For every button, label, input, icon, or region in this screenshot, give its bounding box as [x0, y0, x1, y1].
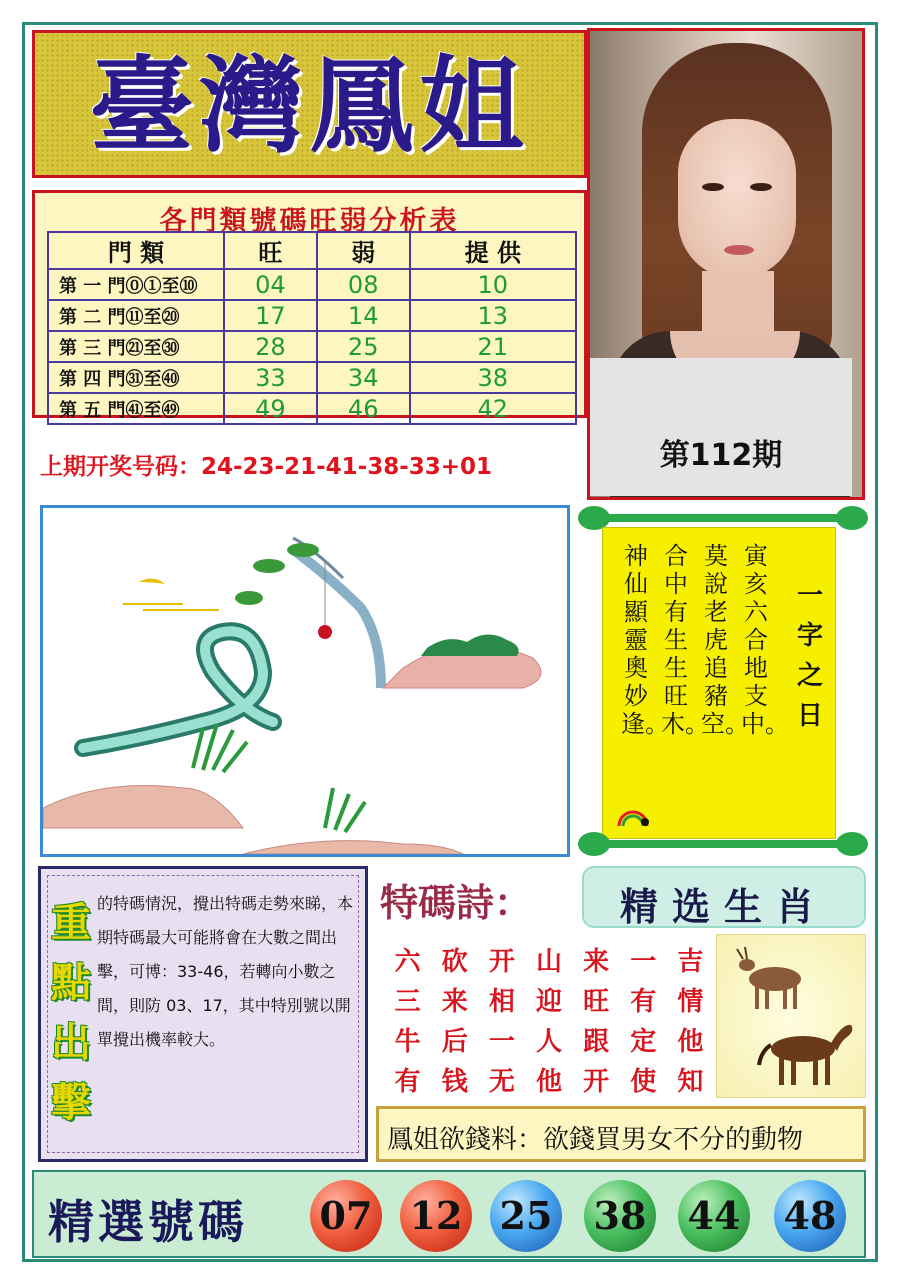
row-wang: 28 [224, 331, 317, 362]
poem-line-3: 合中有生生旺木。 [661, 542, 709, 738]
row-category: 第 四 門㉛至㊵ [48, 362, 224, 393]
row-wang: 33 [224, 362, 317, 393]
poem-char: 来 [441, 987, 468, 1017]
row-ruo: 14 [317, 300, 410, 331]
poem-char: 人 [535, 1027, 562, 1057]
analysis-table-panel [32, 190, 587, 423]
number-ball: 07 [310, 1180, 382, 1252]
scroll-rod-bottom [578, 831, 868, 857]
number-ball: 48 [774, 1180, 846, 1252]
last-draw-text: 上期开奖号码：24-23-21-41-38-33+01 [40, 454, 493, 480]
key-strike-panel [38, 866, 368, 1162]
row-ruo: 25 [317, 331, 410, 362]
table-header-row [48, 232, 576, 269]
header-tigong: 提 供 [410, 232, 576, 269]
poem-char: 有 [394, 1067, 421, 1097]
poem-char: 跟 [583, 1027, 610, 1057]
row-tigong: 21 [410, 331, 576, 362]
poem-line-1: 寅亥六合地支中。 [741, 542, 789, 738]
row-wang: 17 [224, 300, 317, 331]
row-tigong: 42 [410, 393, 576, 424]
snake-scene-image [43, 508, 567, 854]
header-ruo: 弱 [317, 232, 410, 269]
poem-heading: 一字之日 [796, 581, 823, 731]
money-clue-panel [376, 1106, 866, 1162]
row-tigong: 38 [410, 362, 576, 393]
poem-char: 使 [630, 1067, 657, 1097]
header-wang: 旺 [224, 232, 317, 269]
money-clue-text: 鳳姐欲錢料：欲錢買男女不分的動物 [387, 1125, 804, 1155]
poem-char: 三 [394, 987, 421, 1017]
issue-number: 第112期 [659, 438, 783, 473]
row-ruo: 34 [317, 362, 410, 393]
poem-char: 无 [488, 1067, 515, 1097]
poem-char: 情 [677, 987, 704, 1017]
table-row [48, 393, 576, 424]
horse-icon [759, 1025, 852, 1085]
zodiac-badge-text: 精选生肖 [619, 884, 828, 929]
poem-char: 定 [630, 1027, 657, 1057]
number-ball: 12 [400, 1180, 472, 1252]
row-tigong: 13 [410, 300, 576, 331]
poem-row [384, 1062, 714, 1102]
poem-char: 开 [583, 1067, 610, 1097]
poem-row [384, 1022, 714, 1062]
issue-panel [590, 358, 852, 496]
table-row [48, 300, 576, 331]
number-ball: 44 [678, 1180, 750, 1252]
poem-char: 一 [630, 947, 657, 977]
row-wang: 49 [224, 393, 317, 424]
poem-row [384, 942, 714, 982]
poem-line-2: 莫說老虎追豬空。 [701, 542, 749, 738]
poem-char: 他 [677, 1027, 704, 1057]
analysis-title: 各門類號碼旺弱分析表 [159, 206, 460, 237]
poem-char: 砍 [441, 947, 468, 977]
poem-char: 他 [535, 1067, 562, 1097]
poem-char: 有 [630, 987, 657, 1017]
header-category: 門 類 [48, 232, 224, 269]
selected-numbers-label: 精選號碼 [48, 1195, 248, 1249]
title-banner [32, 30, 587, 178]
poem-line-4: 神仙顯靈奧妙逢。 [621, 542, 669, 738]
row-tigong: 10 [410, 269, 576, 300]
poem-char: 迎 [535, 987, 562, 1017]
poem-char: 相 [488, 987, 515, 1017]
goat-and-horse-image [717, 935, 867, 1099]
poem-char: 牛 [394, 1027, 421, 1057]
last-draw-line [32, 428, 582, 498]
row-wang: 04 [224, 269, 317, 300]
snake-illustration [40, 505, 570, 857]
poem-char: 来 [583, 947, 610, 977]
row-ruo: 46 [317, 393, 410, 424]
row-category: 第 一 門⓪①至⑩ [48, 269, 224, 300]
special-poem-grid [384, 942, 714, 1102]
page-title: 臺灣鳳姐 [89, 44, 530, 167]
poem-char: 一 [488, 1027, 515, 1057]
zodiac-badge [582, 866, 866, 928]
row-category: 第 二 門⑪至⑳ [48, 300, 224, 331]
poem-char: 吉 [677, 947, 704, 977]
poem-char: 钱 [441, 1067, 468, 1097]
table-row [48, 269, 576, 300]
poem-row [384, 982, 714, 1022]
goat-icon [737, 947, 801, 1009]
row-category: 第 五 門㊶至㊾ [48, 393, 224, 424]
poem-char: 后 [441, 1027, 468, 1057]
poem-char: 开 [488, 947, 515, 977]
poem-char: 知 [677, 1067, 704, 1097]
row-category: 第 三 門㉑至㉚ [48, 331, 224, 362]
row-ruo: 08 [317, 269, 410, 300]
analysis-table [47, 231, 577, 425]
poem-char: 旺 [583, 987, 610, 1017]
poem-char: 六 [394, 947, 421, 977]
table-row [48, 362, 576, 393]
rainbow-logo-icon [615, 800, 653, 830]
key-strike-heading: 重點出擊 [51, 899, 91, 1126]
scroll-paper [602, 527, 836, 839]
key-strike-text: 的特碼情況，攪出特碼走勢來睇，本期特碼最大可能將會在大數之間出擊，可博：33-46，若轉向小數之間，則防 03、17，其中特別號以開單攪出機率較大。 [97, 894, 354, 1049]
animal-illustration [716, 934, 866, 1098]
poem-scroll [578, 505, 868, 860]
poem-char: 山 [535, 947, 562, 977]
special-poem-title: 特碼詩： [380, 880, 533, 925]
selected-numbers-panel [32, 1170, 866, 1258]
number-ball: 38 [584, 1180, 656, 1252]
table-row [48, 331, 576, 362]
number-ball: 25 [490, 1180, 562, 1252]
